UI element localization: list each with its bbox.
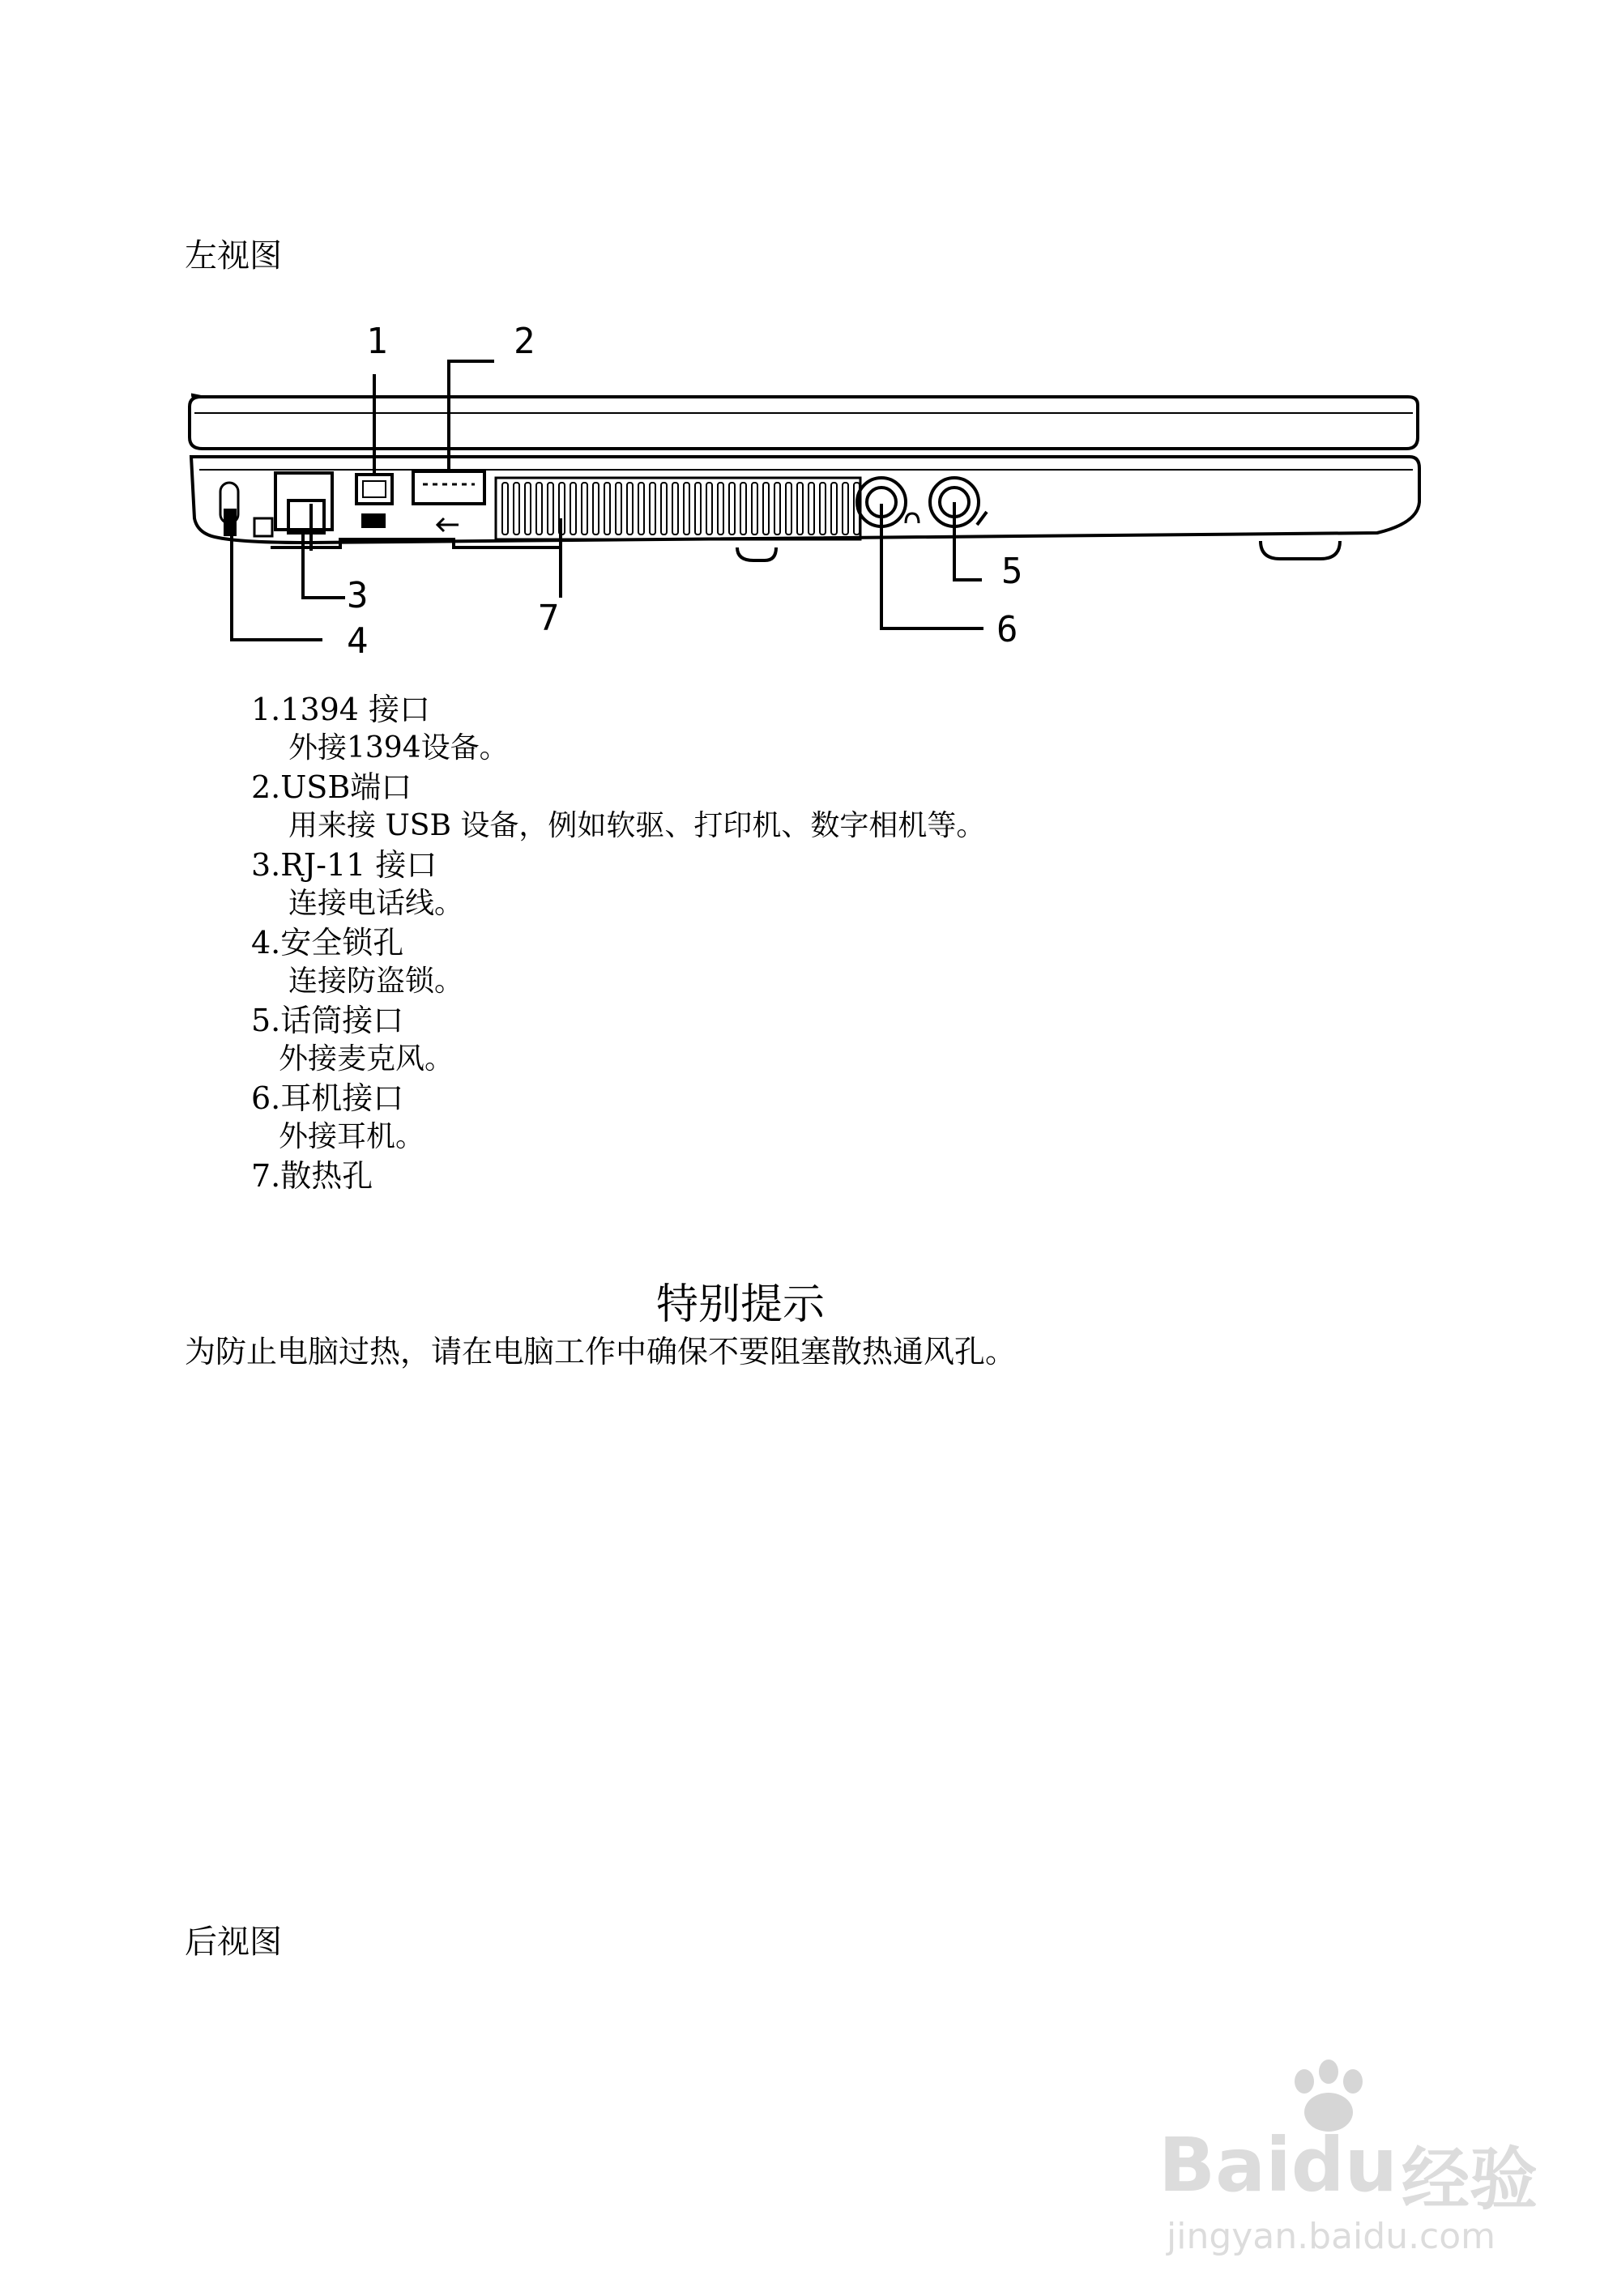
vent-slot [752, 483, 757, 535]
vent-slot [706, 483, 712, 535]
port-description: 连接电话线。 [288, 887, 464, 920]
vent-slot [763, 483, 769, 535]
port-name: 话筒接口 [280, 1003, 404, 1038]
callout-4: 4 [347, 620, 369, 662]
vent-slot [672, 483, 678, 535]
notice-text: 为防止电脑过热，请在电脑工作中确保不要阻塞散热通风孔。 [185, 1334, 1017, 1370]
list-item [251, 846, 985, 923]
callout-1: 1 [366, 321, 388, 362]
port-number: 5. [251, 1003, 281, 1038]
port-name: RJ-11 接口 [280, 847, 437, 883]
vent-slot [514, 483, 519, 535]
headphone-jack [857, 478, 919, 526]
port-description: 连接防盗锁。 [288, 965, 464, 998]
vent-slot [570, 483, 576, 535]
vent-slot [740, 483, 746, 535]
vent-slot [525, 483, 531, 535]
list-item [251, 1001, 985, 1079]
usb-port [413, 471, 484, 531]
port-name: 散热孔 [280, 1158, 373, 1194]
port-name: USB端口 [280, 769, 412, 805]
vent-slot [548, 483, 553, 535]
rear-view-title: 后视图 [185, 1923, 282, 1961]
port-description: 外接1394设备。 [288, 731, 509, 765]
vent-slot [797, 483, 803, 535]
vent-slot [729, 483, 735, 535]
vent-slot [808, 483, 814, 535]
list-item [251, 768, 985, 846]
port-description-list [251, 690, 985, 1195]
foot-left [737, 547, 776, 560]
port-name: 1394 接口 [280, 692, 431, 727]
left-view-title: 左视图 [185, 237, 282, 275]
list-item [251, 1157, 985, 1195]
port-number: 4. [251, 925, 281, 961]
callout-leader-lines [232, 361, 983, 640]
port-number: 1. [251, 692, 281, 727]
callout-2: 2 [514, 321, 535, 362]
watermark-sub: 经验 [1402, 2140, 1538, 2219]
vent-slot [627, 483, 633, 535]
vent-slot [718, 483, 723, 535]
laptop-left-side-diagram [0, 0, 1617, 696]
port-number: 7. [251, 1158, 281, 1194]
port-name: 耳机接口 [280, 1080, 404, 1116]
microphone-jack [930, 478, 987, 526]
vent-slot [843, 483, 848, 535]
port-description: 外接麦克风。 [279, 1042, 454, 1076]
vent-slot [831, 483, 837, 535]
port-number: 2. [251, 769, 281, 805]
vent-slot [820, 483, 826, 535]
callout-7: 7 [538, 598, 560, 639]
vent-slot [582, 483, 587, 535]
port-number: 6. [251, 1080, 281, 1116]
callout-5: 5 [1001, 551, 1023, 592]
list-item [251, 1079, 985, 1157]
vent-slot [786, 483, 791, 535]
callout-3: 3 [347, 575, 369, 616]
ieee1394-port [356, 475, 392, 526]
vent-slot [604, 483, 610, 535]
list-item [251, 690, 985, 768]
vent-slot [593, 483, 599, 535]
baidu-watermark [1158, 2057, 1596, 2268]
list-item [251, 923, 985, 1001]
vent-slot [774, 483, 780, 535]
port-description: 外接耳机。 [279, 1120, 425, 1153]
vent-grille [496, 478, 860, 539]
vent-slot [502, 483, 508, 535]
vent-slot [650, 483, 655, 535]
vent-slot [536, 483, 542, 535]
vent-slot [684, 483, 689, 535]
callout-6: 6 [996, 609, 1018, 650]
watermark-brand: Baidu [1158, 2122, 1398, 2209]
port-name: 安全锁孔 [280, 925, 404, 961]
port-description: 用来接 USB 设备，例如软驱、打印机、数字相机等。 [288, 809, 986, 842]
vent-slot [661, 483, 667, 535]
port-number: 3. [251, 847, 281, 883]
vent-slot [695, 483, 701, 535]
vent-slot [616, 483, 621, 535]
vent-slot [638, 483, 644, 535]
notice-title: 特别提示 [656, 1280, 826, 1329]
security-lock-slot [220, 483, 238, 536]
watermark-url: jingyan.baidu.com [1167, 2216, 1496, 2257]
foot-right [1261, 541, 1340, 559]
rj11-port [254, 473, 332, 551]
